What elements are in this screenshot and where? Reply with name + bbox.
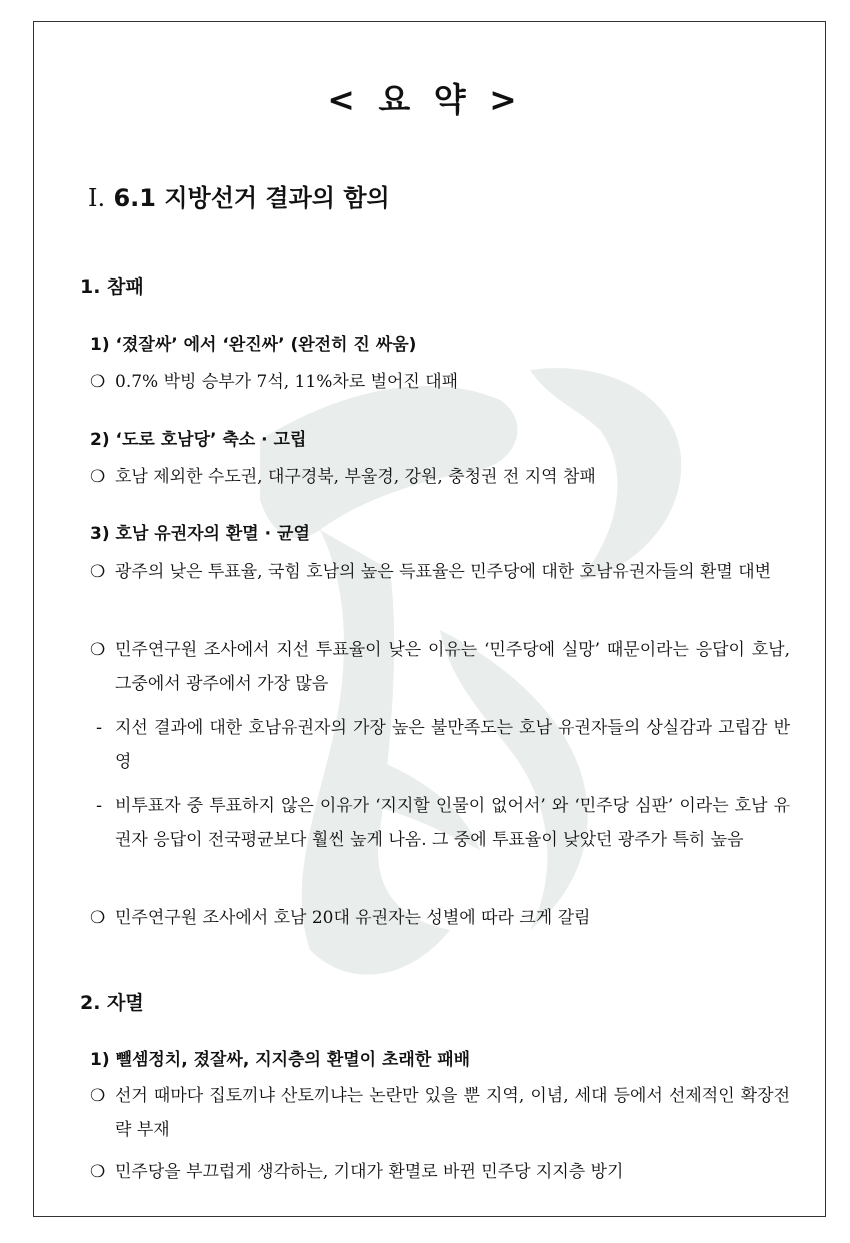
bullet-text: 0.7% 박빙 승부가 7석, 11%차로 벌어진 대패 <box>115 372 459 392</box>
part-heading: 1. 참패 <box>80 276 144 298</box>
dash-bullet-icon: - <box>96 718 103 738</box>
bullet-item <box>90 1079 790 1147</box>
item-heading: 1) 뺄셈정치, 졌잘싸, 지지층의 환멸이 초래한 패배 <box>90 1050 471 1070</box>
bullet-item <box>90 365 790 399</box>
bullet-item <box>90 555 790 589</box>
circle-bullet-icon: ❍ <box>90 467 106 487</box>
document-title: < 요 약 > <box>327 80 523 119</box>
bullet-item <box>90 633 790 701</box>
bullet-text: 지선 결과에 대한 호남유권자의 가장 높은 불만족도는 호남 유권자들의 상실감과 고립감 반영 <box>115 718 790 772</box>
circle-bullet-icon: ❍ <box>90 908 106 928</box>
bullet-item <box>90 1155 790 1189</box>
bullet-item <box>90 901 790 935</box>
dash-bullet-icon: - <box>96 796 103 816</box>
section-roman-numeral: Ⅰ. <box>88 184 106 212</box>
part-heading: 2. 자멸 <box>80 992 144 1014</box>
circle-bullet-icon: ❍ <box>90 372 106 392</box>
bullet-text: 호남 제외한 수도권, 대구경북, 부울경, 강원, 충청권 전 지역 참패 <box>115 467 596 487</box>
item-heading: 3) 호남 유권자의 환멸 · 균열 <box>90 524 310 544</box>
circle-bullet-icon: ❍ <box>90 640 106 660</box>
dash-item <box>90 789 790 857</box>
section-title: 6.1 지방선거 결과의 함의 <box>113 184 390 212</box>
bullet-text: 민주연구원 조사에서 지선 투표율이 낮은 이유는 ‘민주당에 실망’ 때문이라는 응답이 호남, 그중에서 광주에서 가장 많음 <box>115 640 790 694</box>
circle-bullet-icon: ❍ <box>90 562 106 582</box>
section-heading <box>88 178 390 213</box>
bullet-text: 선거 때마다 집토끼냐 산토끼냐는 논란만 있을 뿐 지역, 이념, 세대 등에서 선제적인 확장전략 부재 <box>115 1086 790 1140</box>
item-heading: 1) ‘졌잘싸’ 에서 ‘완진싸’ (완전히 진 싸움) <box>90 335 417 355</box>
bullet-item <box>90 460 790 494</box>
bullet-text: 광주의 낮은 투표율, 국힘 호남의 높은 득표율은 민주당에 대한 호남유권자들의 환멸 대변 <box>115 562 772 582</box>
item-heading: 2) ‘도로 호남당’ 축소 · 고립 <box>90 430 307 450</box>
circle-bullet-icon: ❍ <box>90 1162 106 1182</box>
bullet-text: 민주연구원 조사에서 호남 20대 유권자는 성별에 따라 크게 갈림 <box>115 908 591 928</box>
circle-bullet-icon: ❍ <box>90 1086 106 1106</box>
bullet-text: 민주당을 부끄럽게 생각하는, 기대가 환멸로 바뀐 민주당 지지층 방기 <box>115 1162 624 1182</box>
dash-item <box>90 711 790 779</box>
bullet-text: 비투표자 중 투표하지 않은 이유가 ‘지지할 인물이 없어서’ 와 ‘민주당 심판’ 이라는 호남 유권자 응답이 전국평균보다 훨씬 높게 나옴. 그 중에 투표율이 낮았던 광주가 특히 높음 <box>115 796 790 850</box>
